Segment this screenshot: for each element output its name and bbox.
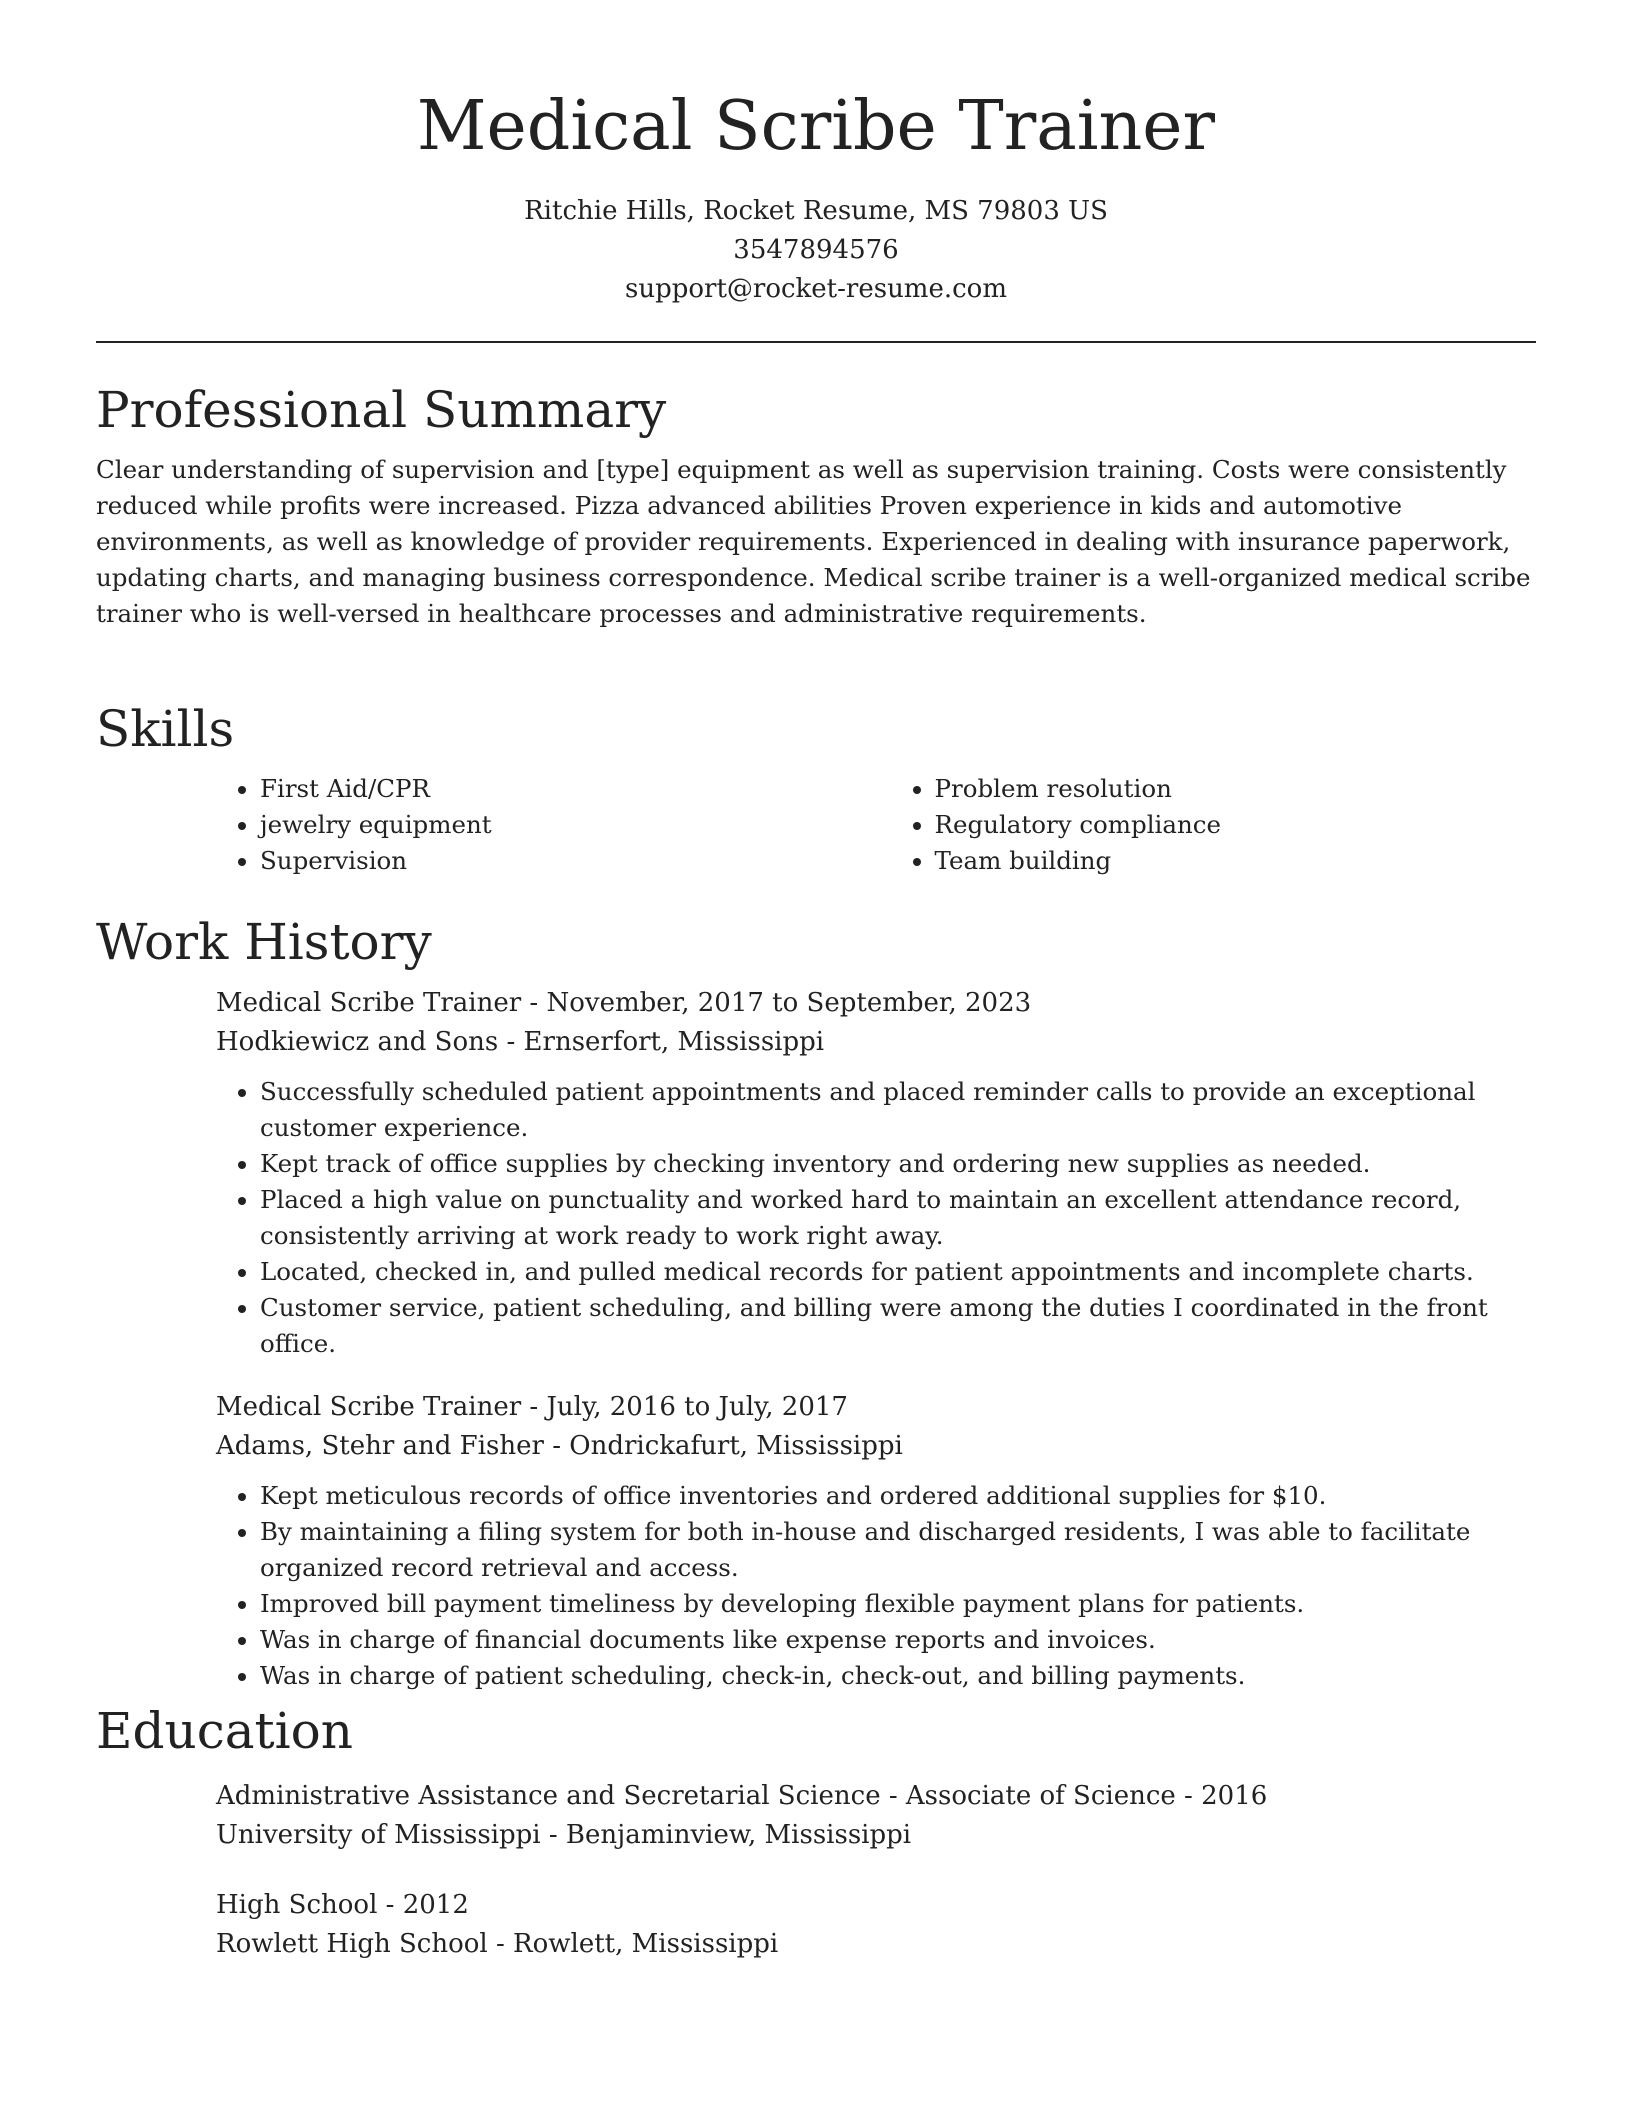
skills-list — [216, 771, 1536, 879]
work-history-title: Work History — [96, 913, 432, 971]
job-duty: • Improved bill payment timeliness by developing flexible payment plans for patients. — [260, 1586, 1536, 1622]
education-school: University of Mississippi - Benjaminview, Mississippi — [216, 1820, 912, 1850]
job-duty: • Kept track of office supplies by checking inventory and ordering new supplies as needed. — [260, 1146, 1536, 1182]
job-employer-location: Hodkiewicz and Sons - Ernserfort, Mississippi — [216, 1027, 825, 1057]
header-divider — [96, 341, 1536, 343]
education-entry — [216, 1777, 1536, 1855]
job-entry — [216, 1388, 1536, 1694]
education-degree: Administrative Assistance and Secretarial Science - Associate of Science - 2016 — [216, 1781, 1268, 1811]
skill-item: • Supervision — [260, 843, 891, 879]
skill-item: • Team building — [935, 843, 1536, 879]
job-duty: • By maintaining a filing system for both in-house and discharged residents, I was able to facilitate organized record retrieval and access. — [260, 1514, 1536, 1586]
job-employer-location: Adams, Stehr and Fisher - Ondrickafurt, Mississippi — [216, 1431, 903, 1461]
job-duty: • Was in charge of financial documents like expense reports and invoices. — [260, 1622, 1536, 1658]
contact-info — [0, 192, 1632, 309]
education-school: Rowlett High School - Rowlett, Mississippi — [216, 1929, 779, 1959]
resume-name: Medical Scribe Trainer — [416, 87, 1216, 166]
skill-item: • First Aid/CPR — [260, 771, 891, 807]
skills-title: Skills — [96, 700, 235, 758]
email: support@rocket-resume.com — [624, 274, 1007, 304]
skill-item: • jewelry equipment — [260, 807, 891, 843]
education-degree: High School - 2012 — [216, 1890, 469, 1920]
job-duties — [216, 1074, 1536, 1362]
skill-item: • Problem resolution — [935, 771, 1536, 807]
job-duty: • Placed a high value on punctuality and worked hard to maintain an excellent attendance record, consistently arriving at work ready to work right away. — [260, 1182, 1536, 1254]
education-title: Education — [96, 1702, 353, 1760]
job-duty: • Customer service, patient scheduling, and billing were among the duties I coordinated in the front office. — [260, 1290, 1536, 1362]
resume-header — [0, 0, 1632, 309]
education-section — [96, 1699, 1536, 1964]
work-history-section — [96, 910, 1536, 1694]
job-title-dates: Medical Scribe Trainer - July, 2016 to July, 2017 — [216, 1392, 848, 1422]
summary-section — [96, 378, 1536, 632]
job-title-dates: Medical Scribe Trainer - November, 2017 to September, 2023 — [216, 988, 1032, 1018]
skill-item: • Regulatory compliance — [935, 807, 1536, 843]
job-duty: • Successfully scheduled patient appointments and placed reminder calls to provide an exceptional customer experience. — [260, 1074, 1536, 1146]
skills-section — [96, 697, 1536, 879]
phone: 3547894576 — [733, 235, 899, 265]
skills-column-left — [216, 771, 891, 879]
summary-text: Clear understanding of supervision and [type] equipment as well as supervision training. Costs were consistently reduced while profits were increased. Pizza advanced abilities Proven experience in kids and automotive environments, as well as knowledge of provider requirements. Experienced in dealing with insurance paperwork, updating charts, and managing business correspondence. Medical scribe trainer is a well-organized medical scribe trainer who is well-versed in healthcare processes and administrative requirements. — [96, 455, 1531, 628]
address: Ritchie Hills, Rocket Resume, MS 79803 US — [524, 196, 1108, 226]
job-duty: • Was in charge of patient scheduling, check-in, check-out, and billing payments. — [260, 1658, 1536, 1694]
job-entry — [216, 984, 1536, 1362]
education-entry — [216, 1886, 1536, 1964]
summary-title: Professional Summary — [96, 381, 667, 439]
skills-column-right — [891, 771, 1536, 879]
job-duties — [216, 1478, 1536, 1694]
job-duty: • Kept meticulous records of office inventories and ordered additional supplies for $10. — [260, 1478, 1536, 1514]
job-duty: • Located, checked in, and pulled medical records for patient appointments and incomplete charts. — [260, 1254, 1536, 1290]
